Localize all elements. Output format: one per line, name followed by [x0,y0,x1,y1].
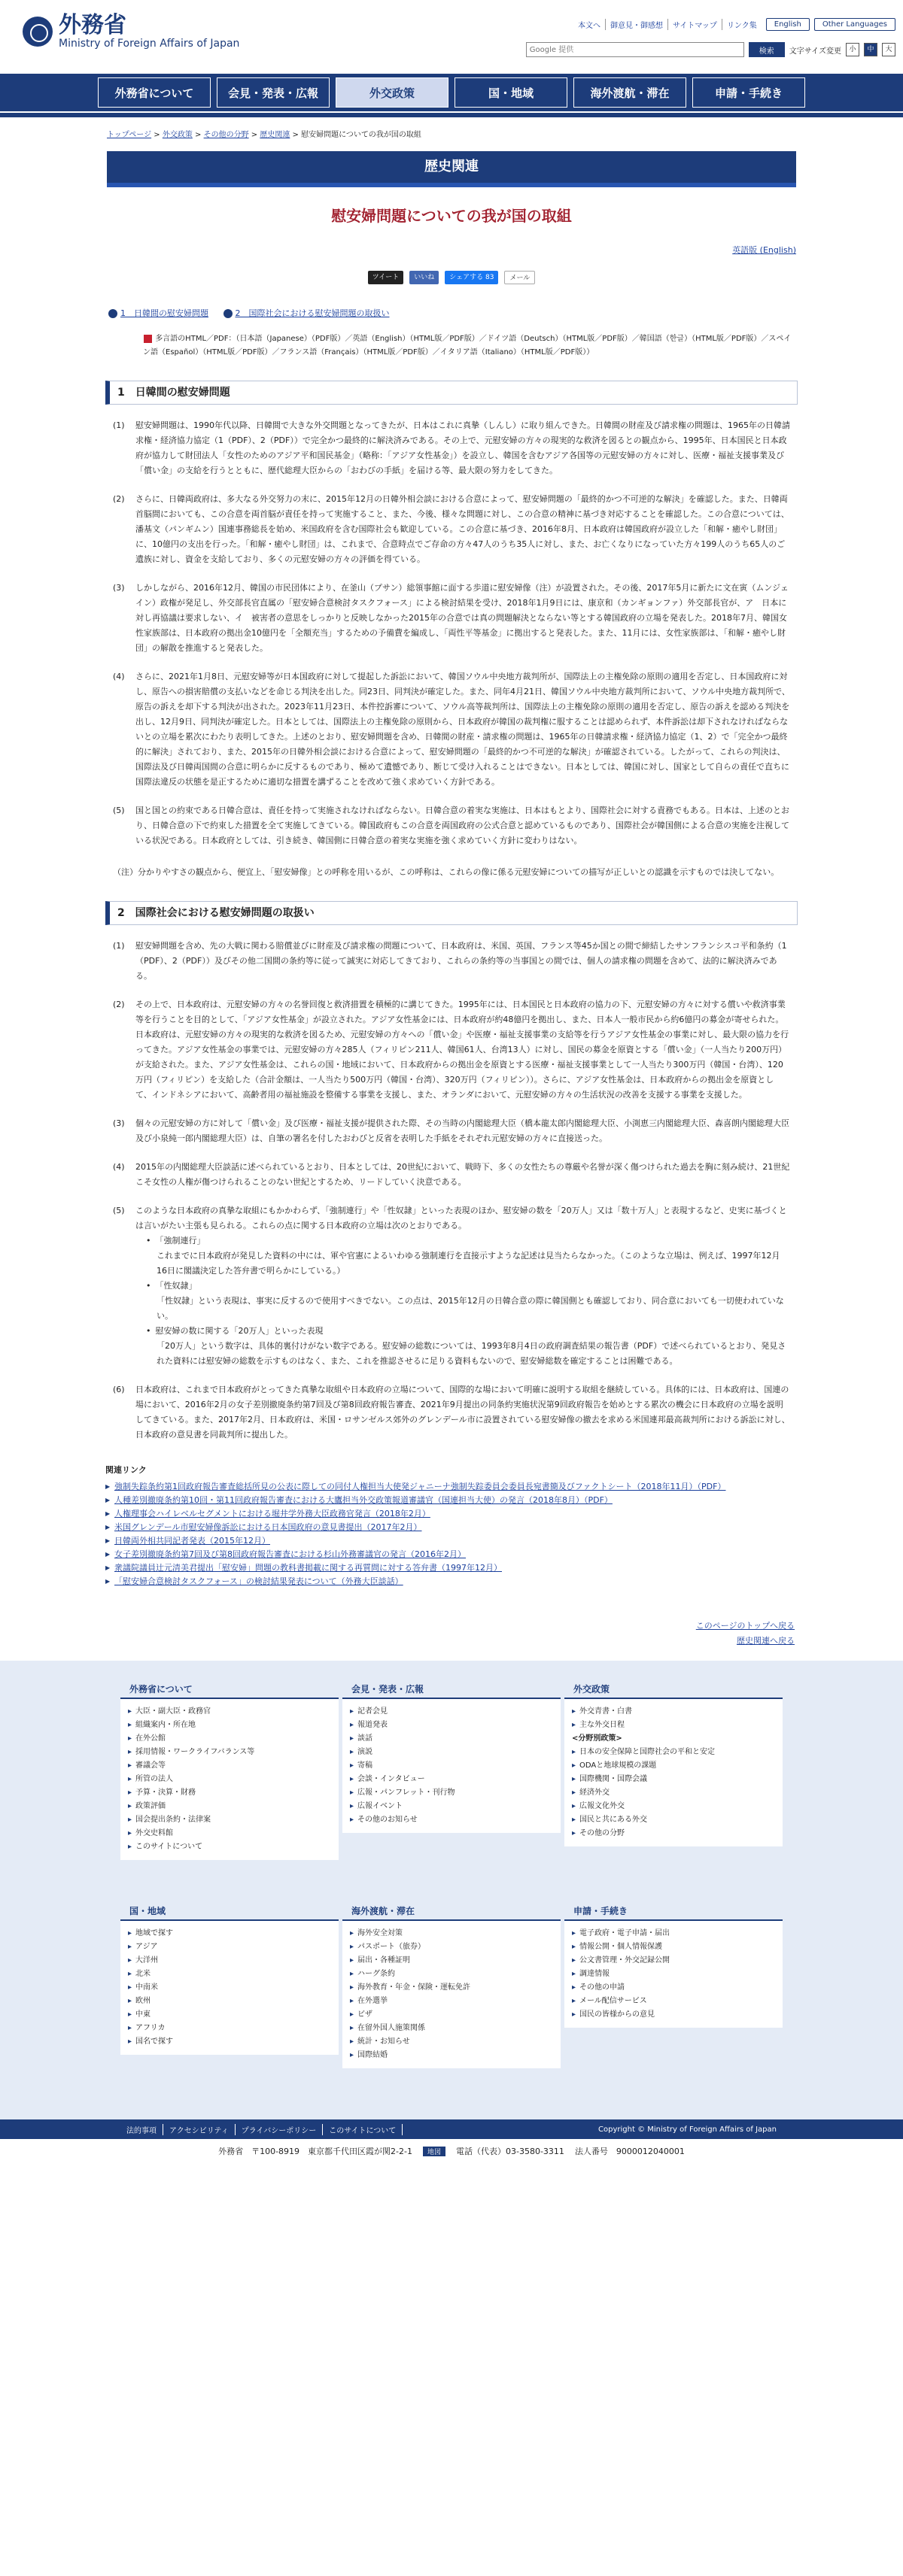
language-versions-text: 多言語のHTML／PDF：（日本語（Japanese）（PDF版）／英語（English）（HTML版／PDF版）／ドイツ語（Deutsch）（HTML版／PDF版）／韓国語（한글）（HTML版／PDF版）／スペイン語（Español）（HTML版／PDF版）／フランス語（Français）（HTML版／PDF版）／イタリア語（Italiano）（HTML版／PDF版）） [143,335,792,357]
footer-nav-link[interactable]: ▸ 海外教育・年金・保険・運転免許 [350,1981,553,1995]
share-bar [98,271,805,284]
footer-nav-link[interactable]: ▸ 中東 [128,2008,331,2022]
nav-policy[interactable]: 外交政策 [336,77,448,108]
related-link-item [105,1521,798,1534]
related-link-item [105,1494,798,1507]
toc-bullet-icon [223,309,233,318]
emblem-icon [23,17,53,47]
footer-nav-column [120,1901,339,2055]
footer-nav-link[interactable]: ▸ 中南米 [128,1981,331,1995]
footer-nav-link[interactable]: ▸ アフリカ [128,2022,331,2035]
related-links-title: 関連リンク [105,1465,147,1475]
footer-nav-link[interactable]: ▸ パスポート（旅券） [350,1940,553,1954]
footer-nav-link[interactable]: ▸ 大臣・副大臣・政務官 [128,1705,331,1719]
paragraph-number: (4) [113,1162,125,1172]
claim-heading: • 「強制連行」 [146,1233,790,1249]
paragraph [113,803,798,848]
search-button[interactable]: 検索 [749,42,785,57]
related-link-item [105,1575,798,1588]
paragraph-text [135,1160,798,1190]
font-size-large[interactable]: 大 [882,43,895,56]
footer-nav-link[interactable]: ▸ 広報・パンフレット・刊行物 [350,1786,553,1800]
footer-nav-link[interactable]: ▸ 報道発表 [350,1719,553,1732]
footer-nav-link[interactable]: ▸ ビザ [350,2008,553,2022]
footer-nav-column [342,1901,561,2068]
font-size-small[interactable]: 小 [846,43,859,56]
pdf-icon [144,335,152,343]
nav-travel[interactable]: 海外渡航・滞在 [573,77,686,108]
footer-nav-link[interactable]: ▸ 寄稿 [350,1759,553,1773]
breadcrumb: トップページ > 外交政策 > その他の分野 > 歴史関連 > 慰安婦問題についての我が国の取組 [107,131,421,139]
claim-text: これまでに日本政府が発見した資料の中には、軍や官憲によるいわゆる強制連行を直接示すような記述は見当たらなかった。（このような立場は、例えば、1997年12月16日に閣議決定した答弁書で明らかにしている。） [157,1251,780,1276]
footer-nav-link[interactable]: ▸ 談話 [350,1732,553,1746]
paragraph-number: (2) [113,494,125,504]
utility-link-main[interactable]: 本文へ [573,19,606,30]
paragraph-number: (4) [113,672,125,681]
nav-underline [0,111,903,117]
footer-nav-link[interactable]: ▸ 国会提出条約・法律案 [128,1813,331,1827]
paragraph-text [135,803,798,848]
footer-nav-heading[interactable]: 会見・発表・広報 [342,1679,561,1699]
footer-nav-link[interactable]: ▸ 国際機関・国際会議 [572,1773,775,1786]
back-to-history-link[interactable]: 歴史関連へ戻る [737,1636,795,1646]
paragraph [113,1160,798,1190]
claim-text: 「20万人」という数字は、具体的裏付けがない数字である。慰安婦の総数については、1993年8月4日の政府調査結果の報告書（PDF）で述べられているとおり、発見された資料には慰安婦の総数を示すものはなく、また、これを推認させるに足りる資料もないので、慰安婦総数を確定することは困難である。 [157,1341,786,1366]
footer-nav-link[interactable]: ▸ 統計・お知らせ [350,2035,553,2049]
related-link-item [105,1548,798,1561]
nav-press[interactable]: 会見・発表・広報 [217,77,330,108]
footer-nav-link[interactable]: ▸ 北米 [128,1968,331,1981]
footer-nav-link[interactable]: ▸ 所管の法人 [128,1773,331,1786]
utility-link-sitemap[interactable]: サイトマップ [668,19,722,30]
claim-item [146,1279,790,1324]
paragraph-text-content: 個々の元慰安婦の方に対して「償い金」及び医療・福祉支援が提供された際、その当時の内閣総理大臣（橋本龍太郎内閣総理大臣、小渕恵三内閣総理大臣、森喜朗内閣総理大臣及び小泉純一郎内閣総理大臣）は、自筆の署名を付したおわびと反省を表明した手紙をそれぞれ元慰安婦の方々に直接送った。 [135,1118,789,1143]
paragraph [113,581,798,656]
crumb-current: 慰安婦問題についての我が国の取組 [301,131,421,139]
back-to-top-link[interactable]: このページのトップへ戻る [695,1621,795,1631]
footer-nav-heading[interactable]: 国・地域 [120,1901,339,1921]
related-link[interactable]: 人権理事会ハイレベルセグメントにおける堀井学外務大臣政務官発言（2018年2月） [114,1509,430,1519]
footer-nav-link[interactable]: ▸ 会談・インタビュー [350,1773,553,1786]
footer-nav-link[interactable]: ▸ 広報文化外交 [572,1800,775,1813]
tel-text: 電話（代表）03-3580-3311 [456,2147,564,2156]
footer-nav-link[interactable]: ▸ 予算・決算・財務 [128,1786,331,1800]
utility-link-feedback[interactable]: 御意見・御感想 [606,19,668,30]
footer-nav-column [564,1679,783,1846]
page-title: 慰安婦問題についての我が国の取組 [331,207,572,225]
footer-nav-link[interactable]: ▸ 在留外国人施策関係 [350,2022,553,2035]
language-versions[interactable] [143,332,798,360]
footer-nav-link[interactable]: ▸ その他の申請 [572,1981,775,1995]
claims-list [146,1233,790,1369]
footer-nav-link[interactable]: ▸ 調達情報 [572,1968,775,1981]
related-link-item [105,1534,798,1548]
related-link-item [105,1480,798,1494]
footer-nav-list [342,1921,561,2068]
paragraph-text [135,492,798,567]
footer-nav-list [564,1699,783,1846]
logo-ja: 外務省 [59,12,126,38]
related-link[interactable]: 「慰安婦合意検討タスクフォース」の検討結果発表について（外務大臣談話） [114,1576,403,1586]
english-button[interactable]: English [766,18,810,31]
footer-nav-link[interactable]: ▸ 経済外交 [572,1786,775,1800]
paragraph [113,492,798,567]
footer-link-about[interactable]: このサイトについて [323,2124,403,2135]
footer-nav-link[interactable]: ▸ アジア [128,1940,331,1954]
footer-nav-link[interactable]: ▸ 外交青書・白書 [572,1705,775,1719]
footer-nav-link[interactable]: ▸ 公文書管理・外交記録公開 [572,1954,775,1968]
paragraph-text [135,418,798,478]
footer-nav-link[interactable]: ▸ 組織案内・所在地 [128,1719,331,1732]
logo-en: Ministry of Foreign Affairs of Japan [59,38,240,50]
paragraph [113,997,798,1103]
footer-link-privacy[interactable]: プライバシーポリシー [236,2124,324,2135]
nav-apply[interactable]: 申請・手続き [692,77,805,108]
related-link[interactable]: 女子差別撤廃条約第7回及び第8回政府報告審査における杉山外務審議官の発言（2016年2月） [114,1549,466,1559]
paragraph [113,1203,798,1369]
paragraph-text [135,1382,798,1443]
footer-nav-link[interactable]: ▸ 記者会見 [350,1705,553,1719]
footer-nav-link[interactable]: ▸ その他のお知らせ [350,1813,553,1827]
paragraph-text [135,939,798,984]
site-header [0,0,903,74]
address-text: 外務省 〒100-8919 東京都千代田区霞が関2-2-1 [218,2147,412,2156]
footer-nav-heading[interactable]: 申請・手続き [564,1901,783,1921]
footer-nav-link[interactable]: ▸ 在外選挙 [350,1995,553,2008]
paragraph-text-content: その上で、日本政府は、元慰安婦の方々の名誉回復と救済措置を積極的に講じてきた。1995年には、日本国民と日本政府の協力の下、元慰安婦の方々に対する償いや救済事業等を行うことを目的として、「アジア女性基金」が設立された。アジア女性基金には、日本政府が約48億円を拠出し、また、日本人一般市民から約6億円の募金が寄せられた。日本政府は、元慰安婦の方々の現実的な救済を図るため、元慰安婦の方々への「償い金」や医療・福祉支援事業の支給等を行うアジア女性基金の事業に対し、最大限の協力を行ってきた。アジア女性基金の事業では、元慰安婦の方々285人（フィリピン211人、韓国61人、台湾13人）に対し、国民の募金を原資とする「償い金」（一人当たり200万円）が支給された。また、アジア女性基金は、これらの国・地域において、日本政府からの拠出金を原資とする医療・福祉支援事業として一人当たり300万円（韓国・台湾）、120万円（フィリピン）を支給した（合計金額は、一人当たり500万円（韓国・台湾）、320万円（フィリピン））。さらに、アジア女性基金は、日本政府からの拠出金を原資として、インドネシアにおいて、高齢者用の福祉施設を整備する事業を支援し、また、オランダにおいて、元慰安婦の方々の生活状況の改善を支援する事業を支援した。 [135,1000,789,1100]
footer-nav-link[interactable]: ▸ ODAと地球規模の課題 [572,1759,775,1773]
section-1-note: （注）分かりやすさの観点から、便宜上、「慰安婦像」との呼称を用いるが、この呼称は、これらの像に係る元慰安婦についての描写が正しいとの認識を示すものでは決してない。 [113,867,780,877]
paragraph-number: (5) [113,806,125,815]
crumb-top[interactable]: トップページ [107,131,152,139]
paragraph [113,418,798,478]
like-button[interactable]: いいね [409,271,439,284]
footer-nav-list [342,1699,561,1833]
related-link[interactable]: 日韓両外相共同記者発表（2015年12月） [114,1536,270,1546]
related-links [105,1464,798,1588]
crumb-history[interactable]: 歴史関連 [260,131,290,139]
section-2-heading: 2 国際社会における慰安婦問題の取扱い [105,901,798,925]
paragraph-text-content: 2015年の内閣総理大臣談話に述べられているとおり、日本としては、20世紀において、戦時下、多くの女性たちの尊厳や名誉が深く傷つけられた過去を胸に刻み続け、21世紀こそ女性の人権が傷つけられることのない世紀とするため、リードしていく決意である。 [135,1162,790,1187]
footer-nav-heading[interactable]: 海外渡航・滞在 [342,1901,561,1921]
paragraph-text [135,669,798,790]
footer-nav-link[interactable]: ▸ 国名で探す [128,2035,331,2049]
claim-item [146,1233,790,1279]
font-size-medium[interactable]: 中 [864,43,877,56]
utility-link-links[interactable]: リンク集 [726,22,757,30]
footer-nav-list [120,1699,339,1860]
paragraph-text-content: 慰安婦問題は、1990年代以降、日韓間で大きな外交問題となってきたが、日本はこれに真摯（しんし）に取り組んできた。日韓間の財産及び請求権の問題は、1965年の日韓請求権・経済協力協定（1（PDF）、2（PDF））で完全かつ最終的に解決済みである。その上で、元慰安婦の方々の現実的な救済を図るとの観点から、1995年、日本国民と日本政府が協力して財団法人「女性のためのアジア平和国民基金」（略称：「アジア女性基金」）を設立し、韓国を含むアジア各国等の元慰安婦の方々に対し、医療・福祉支援事業及び「償い金」の支給を行うとともに、歴代総理大臣からの「おわびの手紙」を届ける等、最大限の努力をしてきた。 [135,420,790,475]
english-version-link[interactable]: 英語版 (English) [732,245,796,255]
footer-nav-link[interactable]: ▸ 情報公開・個人情報保護 [572,1940,775,1954]
paragraph-number: (3) [113,1118,125,1128]
related-link[interactable]: 強制失踪条約第1回政府報告審査総括所見の公表に際しての同付人権担当大使発ジャニーナ強制失踪委員会委員長宛書簡及びファクトシート（2018年11月）（PDF） [114,1482,726,1491]
search-input[interactable] [526,42,744,57]
footer-nav-link[interactable]: ▸ 電子政府・電子申請・届出 [572,1927,775,1940]
footer-nav-link[interactable]: ▸ 国民と共にある外交 [572,1813,775,1827]
page-bottom-links [108,1619,795,1649]
footer-nav-link[interactable]: ▸ このサイトについて [128,1840,331,1854]
tweet-button[interactable]: ツイート [368,271,404,284]
related-link[interactable]: 人種差別撤廃条約第10回・第11回政府報告審査における大鷹担当外交政策報道審議官（国連担当大使）の発言（2018年8月）（PDF） [114,1495,613,1505]
paragraph [113,939,798,984]
footer-nav-link[interactable]: ▸ 日本の安全保障と国際社会の平和と安定 [572,1746,775,1759]
footer-nav-link[interactable]: ▸ ハーグ条約 [350,1968,553,1981]
search-row [526,42,895,57]
footer-nav [0,1661,903,2119]
paragraph-number: (3) [113,583,125,593]
facebook-share-button[interactable]: シェアする 83 [445,271,498,284]
footer-nav-heading[interactable]: 外務省について [120,1679,339,1699]
paragraph-text [135,1203,798,1369]
footer-link-accessibility[interactable]: アクセシビリティ [163,2124,236,2135]
footer-nav-heading[interactable]: 外交政策 [564,1679,783,1699]
section-1-body [98,418,805,848]
corp-number: 法人番号 9000012040001 [574,2147,685,2156]
paragraph-number: (2) [113,1000,125,1009]
footer-nav-column [120,1679,339,1860]
paragraph-text-content: 国と国との約束である日韓合意は、責任を持って実施されなければならない。日韓合意の着実な実施は、日本はもとより、国際社会に対する責務でもある。日本は、上述のとおり、日韓合意の下で約束した措置を全て実施してきている。韓国政府もこの合意を両国政府の公式合意と認めているものであり、国際社会が韓国側による合意の実施を注視している状況である。日本政府としては、引き続き、韓国側に日韓合意の着実な実施を強く求めていく方針に変わりはない。 [135,806,789,845]
footer-nav-link[interactable]: ▸ 外交史料館 [128,1827,331,1840]
toc [108,307,805,319]
footer-nav-link: <分野別政策> [572,1734,622,1743]
footer-nav-link[interactable]: ▸ 海外安全対策 [350,1927,553,1940]
toc-link-1[interactable]: 1 日韓間の慰安婦問題 [120,308,208,318]
section-1-heading: 1 日韓間の慰安婦問題 [105,381,798,405]
crumb-policy[interactable]: 外交政策 [162,131,193,139]
related-link-item [105,1561,798,1575]
claim-heading: • 「性奴隷」 [146,1279,790,1294]
claim-text: 「性奴隷」という表現は、事実に反するので使用すべきでない。この点は、2015年12月の日韓合意の際に韓国側とも確認しており、同合意においても一切使われていない。 [157,1296,784,1321]
category-title: 歴史関連 [107,151,796,183]
footer-nav-link[interactable]: ▸ 国際結婚 [350,2049,553,2062]
footer-nav-link[interactable]: ▸ 演説 [350,1746,553,1759]
footer-nav-link[interactable]: ▸ 大洋州 [128,1954,331,1968]
footer-bar [0,2119,903,2139]
paragraph-text-content: 日本政府は、これまで日本政府がとってきた真摯な取組や日本政府の立場について、国際的な場において明確に説明する取組を継続している。具体的には、日本政府は、国連の場において、2016年2月の女子差別撤廃条約第7回及び第8回政府報告審査、2021年9月提出の同条約実施状況第9回政府報告を始めとする累次の機会に日本政府の立場を説明してきている。また、2017年2月、日本政府は、米国・ロサンゼルス郊外のグレンデール市に設置されている慰安婦像の撤去を求める米国連邦最高裁判所における訴訟に対し、日本政府の意見書を同裁判所に提出した。 [135,1385,790,1440]
font-size-label: 文字サイズ変更 [789,47,841,56]
footer-nav-column [342,1679,561,1833]
toc-bullet-icon [108,309,117,318]
footer-nav-link[interactable]: ▸ その他の分野 [572,1827,775,1840]
footer-nav-link[interactable]: ▸ 届出・各種証明 [350,1954,553,1968]
english-version [107,244,796,256]
footer-nav-link[interactable]: ▸ 欧州 [128,1995,331,2008]
footer-nav-list [564,1921,783,2028]
footer-nav-link[interactable]: ▸ 在外公館 [128,1732,331,1746]
paragraph [113,669,798,790]
paragraph-number: (1) [113,941,125,951]
mail-button[interactable]: メール [504,271,535,284]
global-nav [0,74,903,111]
other-languages-button[interactable]: Other Languages [814,18,895,31]
related-link[interactable]: 衆議院議員辻元清美君提出「慰安婦」問題の教科書掲載に関する再質問に対する答弁書（1997年12月） [114,1563,502,1573]
footer-nav-link[interactable]: ▸ 広報イベント [350,1800,553,1813]
paragraph-text-content: さらに、日韓両政府は、多大なる外交努力の末に、2015年12月の日韓外相会談における合意によって、慰安婦問題の「最終的かつ不可逆的な解決」を確認した。また、日韓両首脳間においても、この合意を両首脳が責任を持って実施すること、また、今後、様々な問題に対し、この合意の精神に基づき対応することを確認した。この合意については、潘基文（パンギムン）国連事務総長を始め、米国政府を含む国際社会も歓迎している。この合意に基づき、2016年8月、日本政府は韓国政府が設立した「和解・癒やし財団」に、10億円の支出を行った。「和解・癒やし財団」は、これまで、合意時点でご存命の方々47人のうち35人に対し、また、お亡くなりになっていた方々199人のうち65人のご遺族に対し、資金を支給しており、多くの元慰安婦の方々の評価を得ている。 [135,494,789,564]
paragraph-text-content: 慰安婦問題を含め、先の大戦に関わる賠償並びに財産及び請求権の問題について、日本政府は、米国、英国、フランス等45か国との間で締結したサンフランシスコ平和条約（1（PDF）、2（PDF））及びその他二国間の条約等に従って誠実に対応してきており、これらの条約等の当事国との間では、個人の請求権の問題を含めて、法的に解決済みである。 [135,941,787,981]
toc-link-2[interactable]: 2 国際社会における慰安婦問題の取扱い [235,308,390,318]
nav-about[interactable]: 外務省について [98,77,211,108]
nav-region[interactable]: 国・地域 [455,77,567,108]
crumb-other[interactable]: その他の分野 [203,131,249,139]
related-link[interactable]: 米国グレンデール市慰安婦像訴訟における日本国政府の意見書提出（2017年2月） [114,1522,422,1532]
footer-nav-link[interactable]: ▸ 主な外交日程 [572,1719,775,1732]
utility-nav [573,18,895,31]
footer-nav-link[interactable]: ▸ 採用情報・ワークライフバランス等 [128,1746,331,1759]
paragraph-text [135,997,798,1103]
footer-address [0,2139,903,2163]
category-underline [107,183,796,187]
site-logo[interactable] [23,14,239,50]
footer-nav-link[interactable]: ▸ 地域で探す [128,1927,331,1940]
footer-nav-list [120,1921,339,2055]
paragraph-number: (6) [113,1385,125,1394]
paragraph [113,1116,798,1146]
paragraph-text-content: このような日本政府の真摯な取組にもかかわらず、「強制連行」や「性奴隷」といった表現のほか、慰安婦の数を「20万人」又は「数十万人」と表現するなど、史実に基づくとは言いがたい主張も見られる。これらの点に関する日本政府の立場は次のとおりである。 [135,1206,787,1230]
section-2-body [98,939,805,1443]
paragraph-number: (5) [113,1206,125,1215]
related-link-item [105,1507,798,1521]
footer-nav-link[interactable]: ▸ 審議会等 [128,1759,331,1773]
paragraph-number: (1) [113,420,125,430]
paragraph [113,1382,798,1443]
footer-nav-column [564,1901,783,2028]
footer-link-legal[interactable]: 法的事項 [120,2124,163,2135]
claim-item [146,1324,790,1369]
paragraph-text [135,581,798,656]
paragraph-text-content: さらに、2021年1月8日、元慰安婦等が日本国政府に対して提起した訴訟において、韓国ソウル中央地方裁判所が、国際法上の主権免除の原則の適用を否定し、日本国政府に対し、原告への損害賠償の支払いなどを命じる判決を出した。同23日、同判決が確定した。また、同年4月21日、韓国ソウル中央地方裁判所において、ソウル中央地方裁判所で、原告の訴えを却下する判決が出された。2023年11月23日、本件控訴審について、ソウル高等裁判所は、国際法上の主権免除の原則の適用を否定し、原告の訴えを認める判決を出し、12月9日、同判決が確定した。日本としては、国際法上の主権免除の原則から、日本政府が韓国の裁判権に服することは認められず、本件訴訟は却下されなければならないとの立場を累次にわたり表明してきた。上述のとおり、慰安婦問題を含め、日韓間の財産・請求権の問題は、1965年の日韓請求権・経済協力協定（1、2）で「完全かつ最終的に解決」されており、また、2015年の日韓外相会談における合意によって、慰安婦問題の「最終的かつ不可逆的な解決」が確認されている。したがって、これらの判決は、国際法及び日韓両国間の合意に明らかに反するものであり、極めて遺憾であり、断じて受け入れることはできない。日本としては、韓国に対し、国家として自らの責任で直ちに国際法違反の状態を是正するために適切な措置を講ずることを改めて強く求めていく方針である。 [135,672,790,787]
copyright: Copyright © Ministry of Foreign Affairs of Japan [598,2125,777,2134]
footer-nav-link[interactable]: ▸ メール配信サービス [572,1995,775,2008]
paragraph-text [135,1116,798,1146]
footer-nav-link[interactable]: ▸ 国民の皆様からの意見 [572,2008,775,2022]
footer-nav-link[interactable]: ▸ 政策評価 [128,1800,331,1813]
map-button[interactable]: 地図 [423,2147,445,2156]
claim-heading: • 慰安婦の数に関する「20万人」といった表現 [146,1324,790,1339]
paragraph-text-content: しかしながら、2016年12月、韓国の市民団体により、在釜山（プサン）総領事館に面する歩道に慰安婦像（注）が設置された。その後、2017年5月に新たに文在寅（ムンジェイン）政権が発足し、外交部長官直属の「慰安婦合意検討タスクフォース」による検討結果を受け、2018年1月9日には、康京和（カンギョンファ）外交部長官が、ア 日本に対し再協議は要求しない、イ 被害者の意思をしっかりと反映しなかった2015年の合意では真の問題解決とならない等とする韓国政府の立場を発表した。2018年7月、韓国女性家族部は、日本政府の拠出金10億円を「全額充当」するための予備費を編成し、「両性平等基金」に拠出すると発表した。また、11月には、女性家族部は、「和解・癒やし財団」の解散を推進すると発表した。 [135,583,789,653]
